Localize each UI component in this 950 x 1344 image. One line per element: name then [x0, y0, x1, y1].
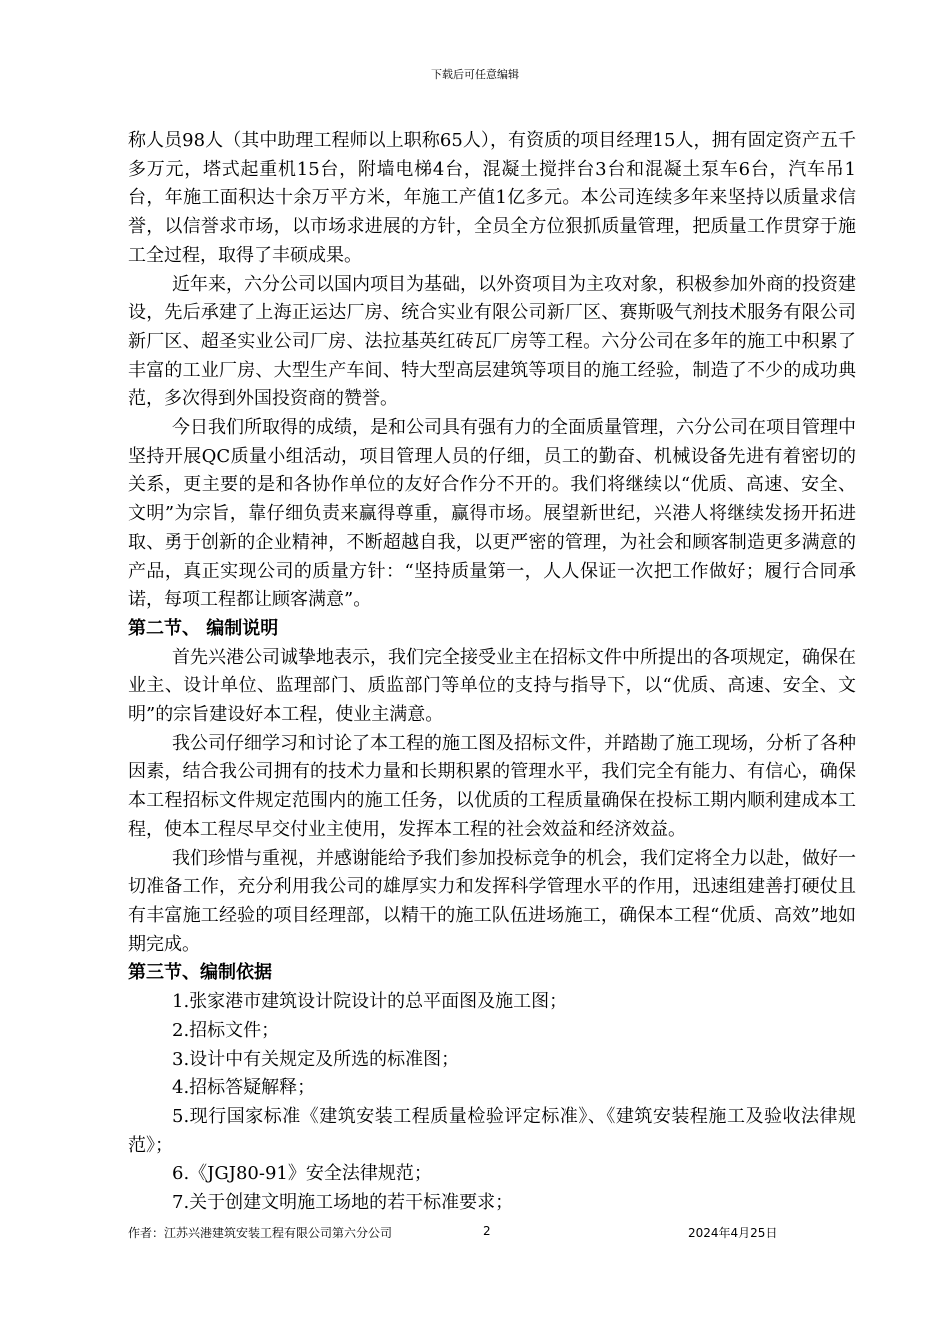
list-item: 7.关于创建文明施工场地的若干标准要求；	[172, 1192, 514, 1214]
list-item: 1.张家港市建筑设计院设计的总平面图及施工图；	[172, 991, 568, 1013]
paragraph: 我们珍惜与重视，并感谢能给予我们参加投标竞争的机会，我们定将全力以赴，做好一切准备工作，充分利用我公司的雄厚实力和发挥科学管理水平的作用，迅速组建善打硬仗且有丰富施工经验的项目经理部，以精干的施工队伍进场施工，确保本工程“优质、高效”地如期完成。	[128, 847, 856, 955]
paragraph: 称人员98人（其中助理工程师以上职称65人），有资质的项目经理15人，拥有固定资产五千多万元，塔式起重机15台，附墙电梯4台，混凝土搅拌台3台和混凝土泵车6台，汽车吊1台，年施工面积达十余万平方米，年施工产值1亿多元。本公司连续多年来坚持以质量求信誉，以信誉求市场，以市场求进展的方针，全员全方位狠抓质量管理，把质量工作贯穿于施工全过程，取得了丰硕成果。	[128, 130, 856, 266]
page-header: 下载后可任意编辑	[431, 68, 519, 81]
list-item: 2.招标文件；	[172, 1019, 280, 1041]
paragraph: 首先兴港公司诚挚地表示，我们完全接受业主在招标文件中所提出的各项规定，确保在业主、设计单位、监理部门、质监部门等单位的支持与指导下，以“优质、高速、安全、文明”的宗旨建设好本工程，使业主满意。	[128, 646, 856, 726]
list-item: 3.设计中有关规定及所选的标准图；	[172, 1048, 460, 1070]
footer-author: 作者：江苏兴港建筑安装工程有限公司第六分公司	[128, 1226, 393, 1240]
section-heading: 第二节、 编制说明	[128, 617, 279, 639]
paragraph: 近年来，六分公司以国内项目为基础，以外资项目为主攻对象，积极参加外商的投资建设，先后承建了上海正运达厂房、统合实业有限公司新厂区、赛斯吸气剂技术服务有限公司新厂区、超圣实业公司厂房、法拉基英红砖瓦厂房等工程。六分公司在多年的施工中积累了丰富的工业厂房、大型生产车间、特大型高层建筑等项目的施工经验，制造了不少的成功典范，多次得到外国投资商的赞誉。	[128, 273, 856, 410]
document-body	[128, 127, 856, 1218]
list-item: 4.招标答疑解释；	[172, 1077, 316, 1099]
page-footer	[128, 1224, 828, 1242]
list-item: 6.《JGJ80-91》安全法律规范；	[172, 1163, 432, 1185]
list-item: 5.现行国家标准《建筑安装工程质量检验评定标准》、《建筑安装程施工及验收法律规范》；	[128, 1105, 856, 1156]
section-heading: 第三节、编制依据	[128, 962, 272, 984]
paragraph: 今日我们所取得的成绩，是和公司具有强有力的全面质量管理，六分公司在项目管理中坚持开展QC质量小组活动，项目管理人员的仔细，员工的勤奋、机械设备先进有着密切的关系，更主要的是和各协作单位的友好合作分不开的。我们将继续以“优质、高速、安全、文明”为宗旨，靠仔细负责来赢得尊重，赢得市场。展望新世纪，兴港人将继续发扬开拓进取、勇于创新的企业精神，不断超越自我，以更严密的管理，为社会和顾客制造更多满意的产品，真正实现公司的质量方针：“坚持质量第一，人人保证一次把工作做好；履行合同承诺，每项工程都让顾客满意”。	[128, 417, 856, 611]
footer-date: 2024年4月25日	[688, 1226, 778, 1240]
page-number: 2	[483, 1224, 491, 1238]
paragraph: 我公司仔细学习和讨论了本工程的施工图及招标文件，并踏勘了施工现场，分析了各种因素，结合我公司拥有的技术力量和长期积累的管理水平，我们完全有能力、有信心，确保本工程招标文件规定范围内的施工任务，以优质的工程质量确保在投标工期内顺利建成本工程，使本工程尽早交付业主使用，发挥本工程的社会效益和经济效益。	[128, 732, 856, 840]
